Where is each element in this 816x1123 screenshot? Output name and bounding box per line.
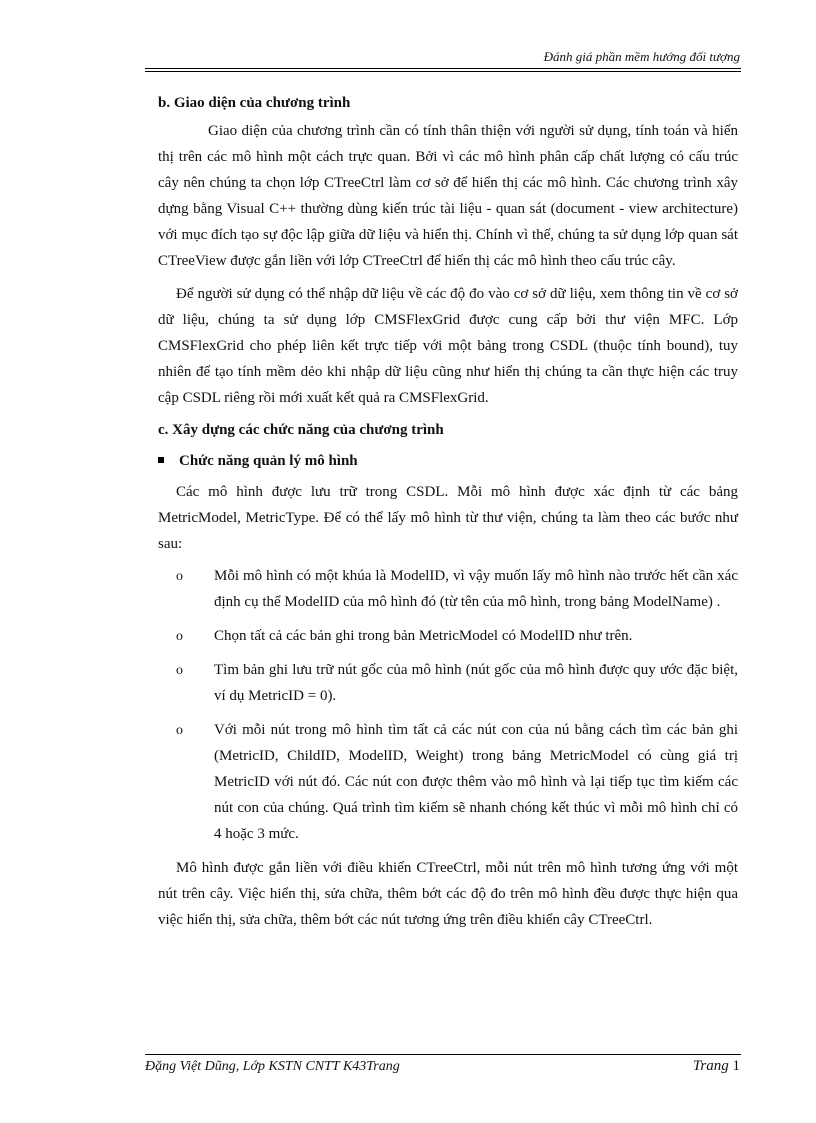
square-bullet-icon: [158, 457, 164, 463]
step-text: Chọn tất cả các bản ghi trong bản MetricModel có ModelID như trên.: [214, 628, 633, 644]
bullet-title: Chức năng quản lý mô hình: [179, 453, 358, 469]
footer-author: Đặng Việt Dũng, Lớp KSTN CNTT K43Trang: [145, 1059, 400, 1074]
steps-list: [158, 563, 738, 847]
section-b-heading: b. Giao diện của chương trình: [158, 95, 351, 111]
list-item: [176, 623, 738, 649]
section-c-heading: c. Xây dựng các chức năng của chương trình: [158, 422, 444, 438]
page-number: 1: [732, 1058, 740, 1074]
step-text: Tìm bản ghi lưu trữ nút gốc của mô hình (nút gốc của mô hình được quy ước đặc biệt, ví dụ MetricID = 0).: [214, 662, 738, 704]
page-label: Trang: [692, 1058, 729, 1074]
footer-rule: [145, 1054, 741, 1055]
page-body: [158, 90, 738, 933]
list-item: [176, 563, 738, 615]
section-b-paragraph-2: Để người sử dụng có thể nhập dữ liệu về các độ đo vào cơ sở dữ liệu, xem thông tin về cơ sở dữ liệu, chúng ta sử dụng lớp CMSFlexGrid được cung cấp bởi thư viện MFC. Lớp CMSFlexGrid cho phép liên kết trực tiếp với một bảng trong CSDL (thuộc tính bound), tuy nhiên để tạo tính mềm dẻo khi nhập dữ liệu cũng như hiển thị chúng ta cần thực hiện các truy cập CSDL riêng rồi mới xuất kết quả ra CMSFlexGrid.: [158, 286, 738, 406]
section-c-intro: Các mô hình được lưu trữ trong CSDL. Mỗi mô hình được xác định từ các bảng MetricModel, MetricType. Để có thể lấy mô hình từ thư viện, chúng ta làm theo các bước như sau:: [158, 484, 738, 552]
circle-bullet-icon: o: [176, 723, 183, 738]
footer-page: [693, 1058, 740, 1075]
circle-bullet-icon: o: [176, 569, 183, 584]
header-rule-double: [145, 71, 741, 72]
running-header: Đánh giá phần mềm hướng đối tượng: [543, 49, 740, 64]
header-rule: [145, 68, 741, 69]
list-item: [176, 657, 738, 709]
circle-bullet-icon: o: [176, 629, 183, 644]
list-item: [176, 717, 738, 847]
section-b-paragraph-1: Giao diện của chương trình cần có tính thân thiện với người sử dụng, tính toán và hiển thị trên các mô hình một cách trực quan. Bởi vì các mô hình phân cấp chất lượng có cấu trúc cây nên chúng ta chọn lớp CTreeCtrl làm cơ sở để hiển thị các mô hình. Các chương trình xây dựng bằng Visual C++ thường dùng kiến trúc tài liệu - quan sát (document - view architecture) với mục đích tạo sự độc lập giữa dữ liệu và hiển thị. Chính vì thế, chúng ta sử dụng lớp quan sát CTreeView được gắn liền với lớp CTreeCtrl để hiển thị các mô hình theo cấu trúc cây.: [158, 123, 738, 269]
section-c-closing: Mô hình được gắn liền với điều khiển CTreeCtrl, mỗi nút trên mô hình tương ứng với một nút trên cây. Việc hiển thị, sửa chữa, thêm bớt các độ đo trên mô hình đều được thực hiện qua việc hiển thị, sửa chữa, thêm bớt các nút tương ứng trên điều khiển cây CTreeCtrl.: [158, 860, 738, 928]
step-text: Với mỗi nút trong mô hình tìm tất cả các nút con của nú bằng cách tìm các bản ghi (MetricID, ChildID, ModelID, Weight) trong bảng MetricModel có cùng giá trị MetricID với nút đó. Các nút con được thêm vào mô hình và lại tiếp tục tìm kiếm các nút con của chúng. Quá trình tìm kiếm sẽ nhanh chóng kết thúc vì mỗi mô hình chỉ có 4 hoặc 3 mức.: [214, 722, 738, 842]
circle-bullet-icon: o: [176, 663, 183, 678]
bullet-item: [158, 448, 738, 474]
step-text: Mỗi mô hình có một khúa là ModelID, vì vậy muốn lấy mô hình nào trước hết cần xác định cụ thể ModelID của mô hình đó (từ tên của mô hình, trong bảng ModelName) .: [214, 568, 738, 610]
